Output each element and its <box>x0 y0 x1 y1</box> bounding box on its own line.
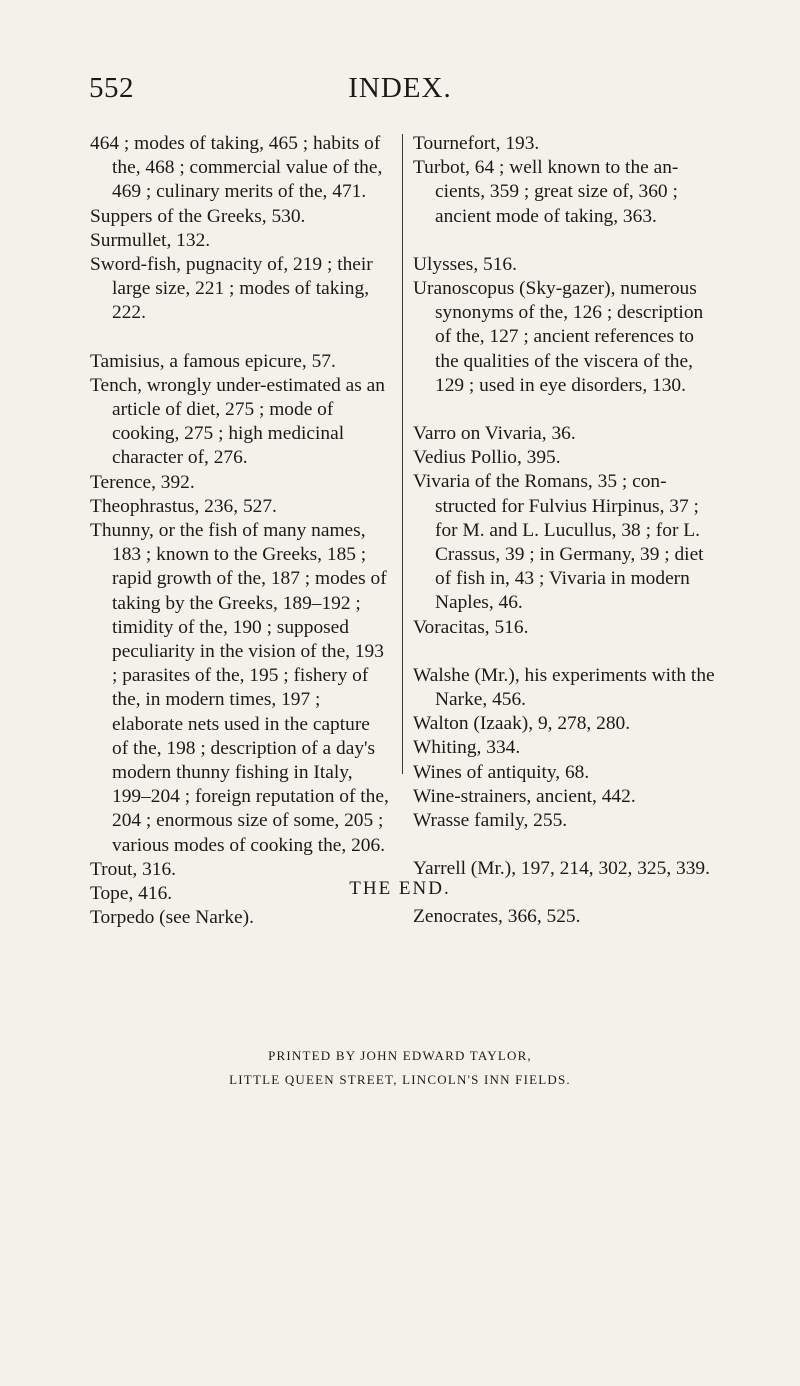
index-entry: Terence, 392. <box>90 471 195 493</box>
index-entry: Ulysses, 516. <box>413 253 517 275</box>
index-entry: 464 ; modes of taking, 465 ; habits of the, 468 ; commercial value of the, 469 ; culinary merits of the, 471. <box>90 133 383 203</box>
printer-imprint-line-1: PRINTED BY JOHN EDWARD TAYLOR, <box>268 1048 532 1063</box>
letter-group-gap <box>413 833 719 857</box>
index-entry: Wines of antiquity, 68. <box>413 761 590 783</box>
index-entry: Thunny, or the fish of many names, 183 ; known to the Greeks, 185 ; rapid growth of the, 187 ; modes of taking by the Greeks, 189–192 ; timidity of the, 190 ; supposed peculiarity in the vision of the, 193 ; parasites of the, 195 ; fishery of the, in modern times, 197 ; elaborate nets used in the capture of the, 198 ; description of a day's modern thunny fishing in Italy, 199–204 ; foreign reputation of the, 204 ; enormous size of some, 205 ; various modes of cooking the, 206. <box>90 520 389 856</box>
index-entry: Varro on Vivaria, 36. <box>413 423 576 445</box>
printer-imprint-line-2: LITTLE QUEEN STREET, LINCOLN'S INN FIELDS. <box>229 1072 571 1087</box>
index-entry: Vedius Pollio, 395. <box>413 447 561 469</box>
index-entry: Uranoscopus (Sky-gazer), numerous synonyms of the, 126 ; description of the, 127 ; ancient references to the qualities of the viscera of the, 129 ; used in eye disorders, 130. <box>413 278 704 396</box>
letter-group-gap <box>413 398 719 422</box>
index-entry: Zenocrates, 366, 525. <box>413 906 581 928</box>
index-entry: Walshe (Mr.), his experiments with the Narke, 456. <box>413 664 715 711</box>
index-entry: Whiting, 334. <box>413 737 521 759</box>
index-entry: Sword-fish, pugnacity of, 219 ; their large size, 221 ; modes of taking, 222. <box>90 254 373 324</box>
index-column-right <box>413 132 719 930</box>
page-header <box>0 72 800 112</box>
index-entry: Walton (Izaak), 9, 278, 280. <box>413 713 631 735</box>
index-entry: Turbot, 64 ; well known to the ancients, 359 ; great size of, 360 ; ancient mode of taking, 363. <box>413 157 679 227</box>
the-end-text: THE END. <box>349 878 451 899</box>
index-column-left <box>90 132 390 931</box>
index-entry: Suppers of the Greeks, 530. <box>90 205 306 227</box>
index-entry: Tamisius, a famous epicure, 57. <box>90 350 336 372</box>
page-number: 552 <box>89 72 134 104</box>
index-entry: Wine-strainers, ancient, 442. <box>413 785 636 807</box>
index-entry: Theophrastus, 236, 527. <box>90 495 277 517</box>
index-entry: Surmullet, 132. <box>90 229 211 251</box>
letter-group-gap <box>413 640 719 664</box>
index-entry: Tench, wrongly under-estimated as an article of diet, 275 ; mode of cooking, 275 ; high medicinal character of, 276. <box>90 374 385 469</box>
index-entry: Yarrell (Mr.), 197, 214, 302, 325, 339. <box>413 858 710 880</box>
index-entry: Trout, 316. <box>90 858 177 880</box>
index-entry: Tournefort, 193. <box>413 133 540 154</box>
letter-group-gap <box>413 229 719 253</box>
column-divider <box>402 134 403 774</box>
index-entry: Torpedo (see Narke). <box>90 907 254 929</box>
index-entry: Tope, 416. <box>90 883 173 905</box>
index-entry: Wrasse family, 255. <box>413 810 568 832</box>
index-entry: Vivaria of the Romans, 35 ; constructed for Fulvius Hirpinus, 37 ; for M. and L. Lucullus, 38 ; for L. Crassus, 39 ; in Germany, 39 ; diet of fish in, 43 ; Vivaria in modern Naples, 46. <box>413 471 704 614</box>
page-title: INDEX. <box>348 72 452 104</box>
letter-group-gap <box>90 326 390 350</box>
index-entry: Voracitas, 516. <box>413 616 529 638</box>
